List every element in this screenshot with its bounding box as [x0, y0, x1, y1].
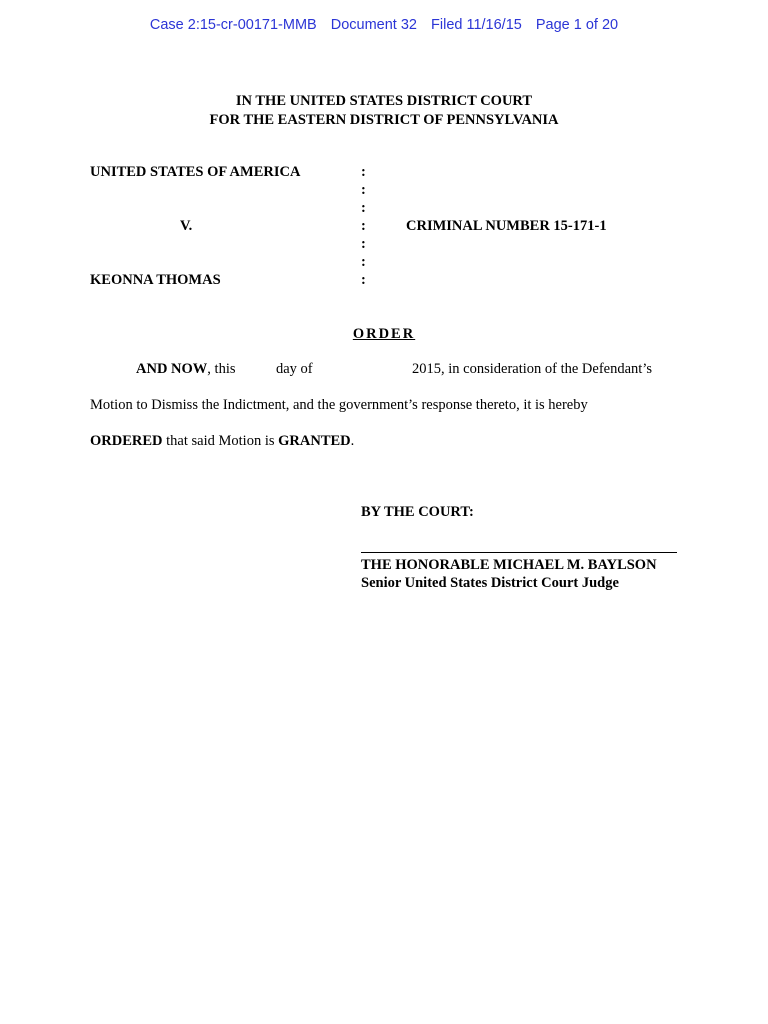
caption-colon: :: [361, 272, 366, 288]
filing-header: [0, 17, 768, 33]
that-said-text: that said Motion is: [162, 433, 279, 449]
granted-text: GRANTED: [278, 433, 351, 449]
order-title: ORDER: [352, 326, 416, 342]
document-number: Document 32: [330, 17, 417, 33]
signature-line: [361, 552, 677, 553]
by-the-court: BY THE COURT:: [361, 504, 474, 520]
order-line1-start: [136, 361, 236, 378]
defendant-name: KEONNA THOMAS: [90, 272, 221, 288]
caption-colon: :: [361, 236, 366, 252]
caption-colon: :: [361, 254, 366, 270]
plaintiff-name: UNITED STATES OF AMERICA: [90, 164, 301, 180]
and-now-text: AND NOW: [136, 361, 208, 377]
caption-colon: :: [361, 164, 366, 180]
judge-title: Senior United States District Court Judge: [361, 575, 619, 591]
court-heading-line1: IN THE UNITED STATES DISTRICT COURT: [235, 93, 533, 109]
this-text: , this: [207, 361, 236, 377]
ordered-text: ORDERED: [90, 433, 163, 449]
page-number: Page 1 of 20: [535, 17, 619, 33]
year-clause-text: 2015, in consideration of the Defendant’s: [412, 361, 652, 377]
order-line3: [90, 433, 354, 450]
caption-colon: :: [361, 182, 366, 198]
court-heading-line2: FOR THE EASTERN DISTRICT OF PENNSYLVANIA: [209, 112, 559, 128]
period-text: .: [350, 433, 355, 449]
day-of-text: day of: [276, 361, 313, 377]
order-line2: Motion to Dismiss the Indictment, and the government’s response thereto, it is hereby: [90, 397, 588, 413]
case-number: Case 2:15-cr-00171-MMB: [149, 17, 317, 33]
filed-date: Filed 11/16/15: [431, 17, 522, 33]
caption-colon: :: [361, 200, 366, 216]
versus-label: V.: [180, 218, 193, 234]
criminal-number: CRIMINAL NUMBER 15-171-1: [406, 218, 607, 234]
judge-name: THE HONORABLE MICHAEL M. BAYLSON: [361, 557, 657, 573]
caption-colon: :: [361, 218, 366, 234]
